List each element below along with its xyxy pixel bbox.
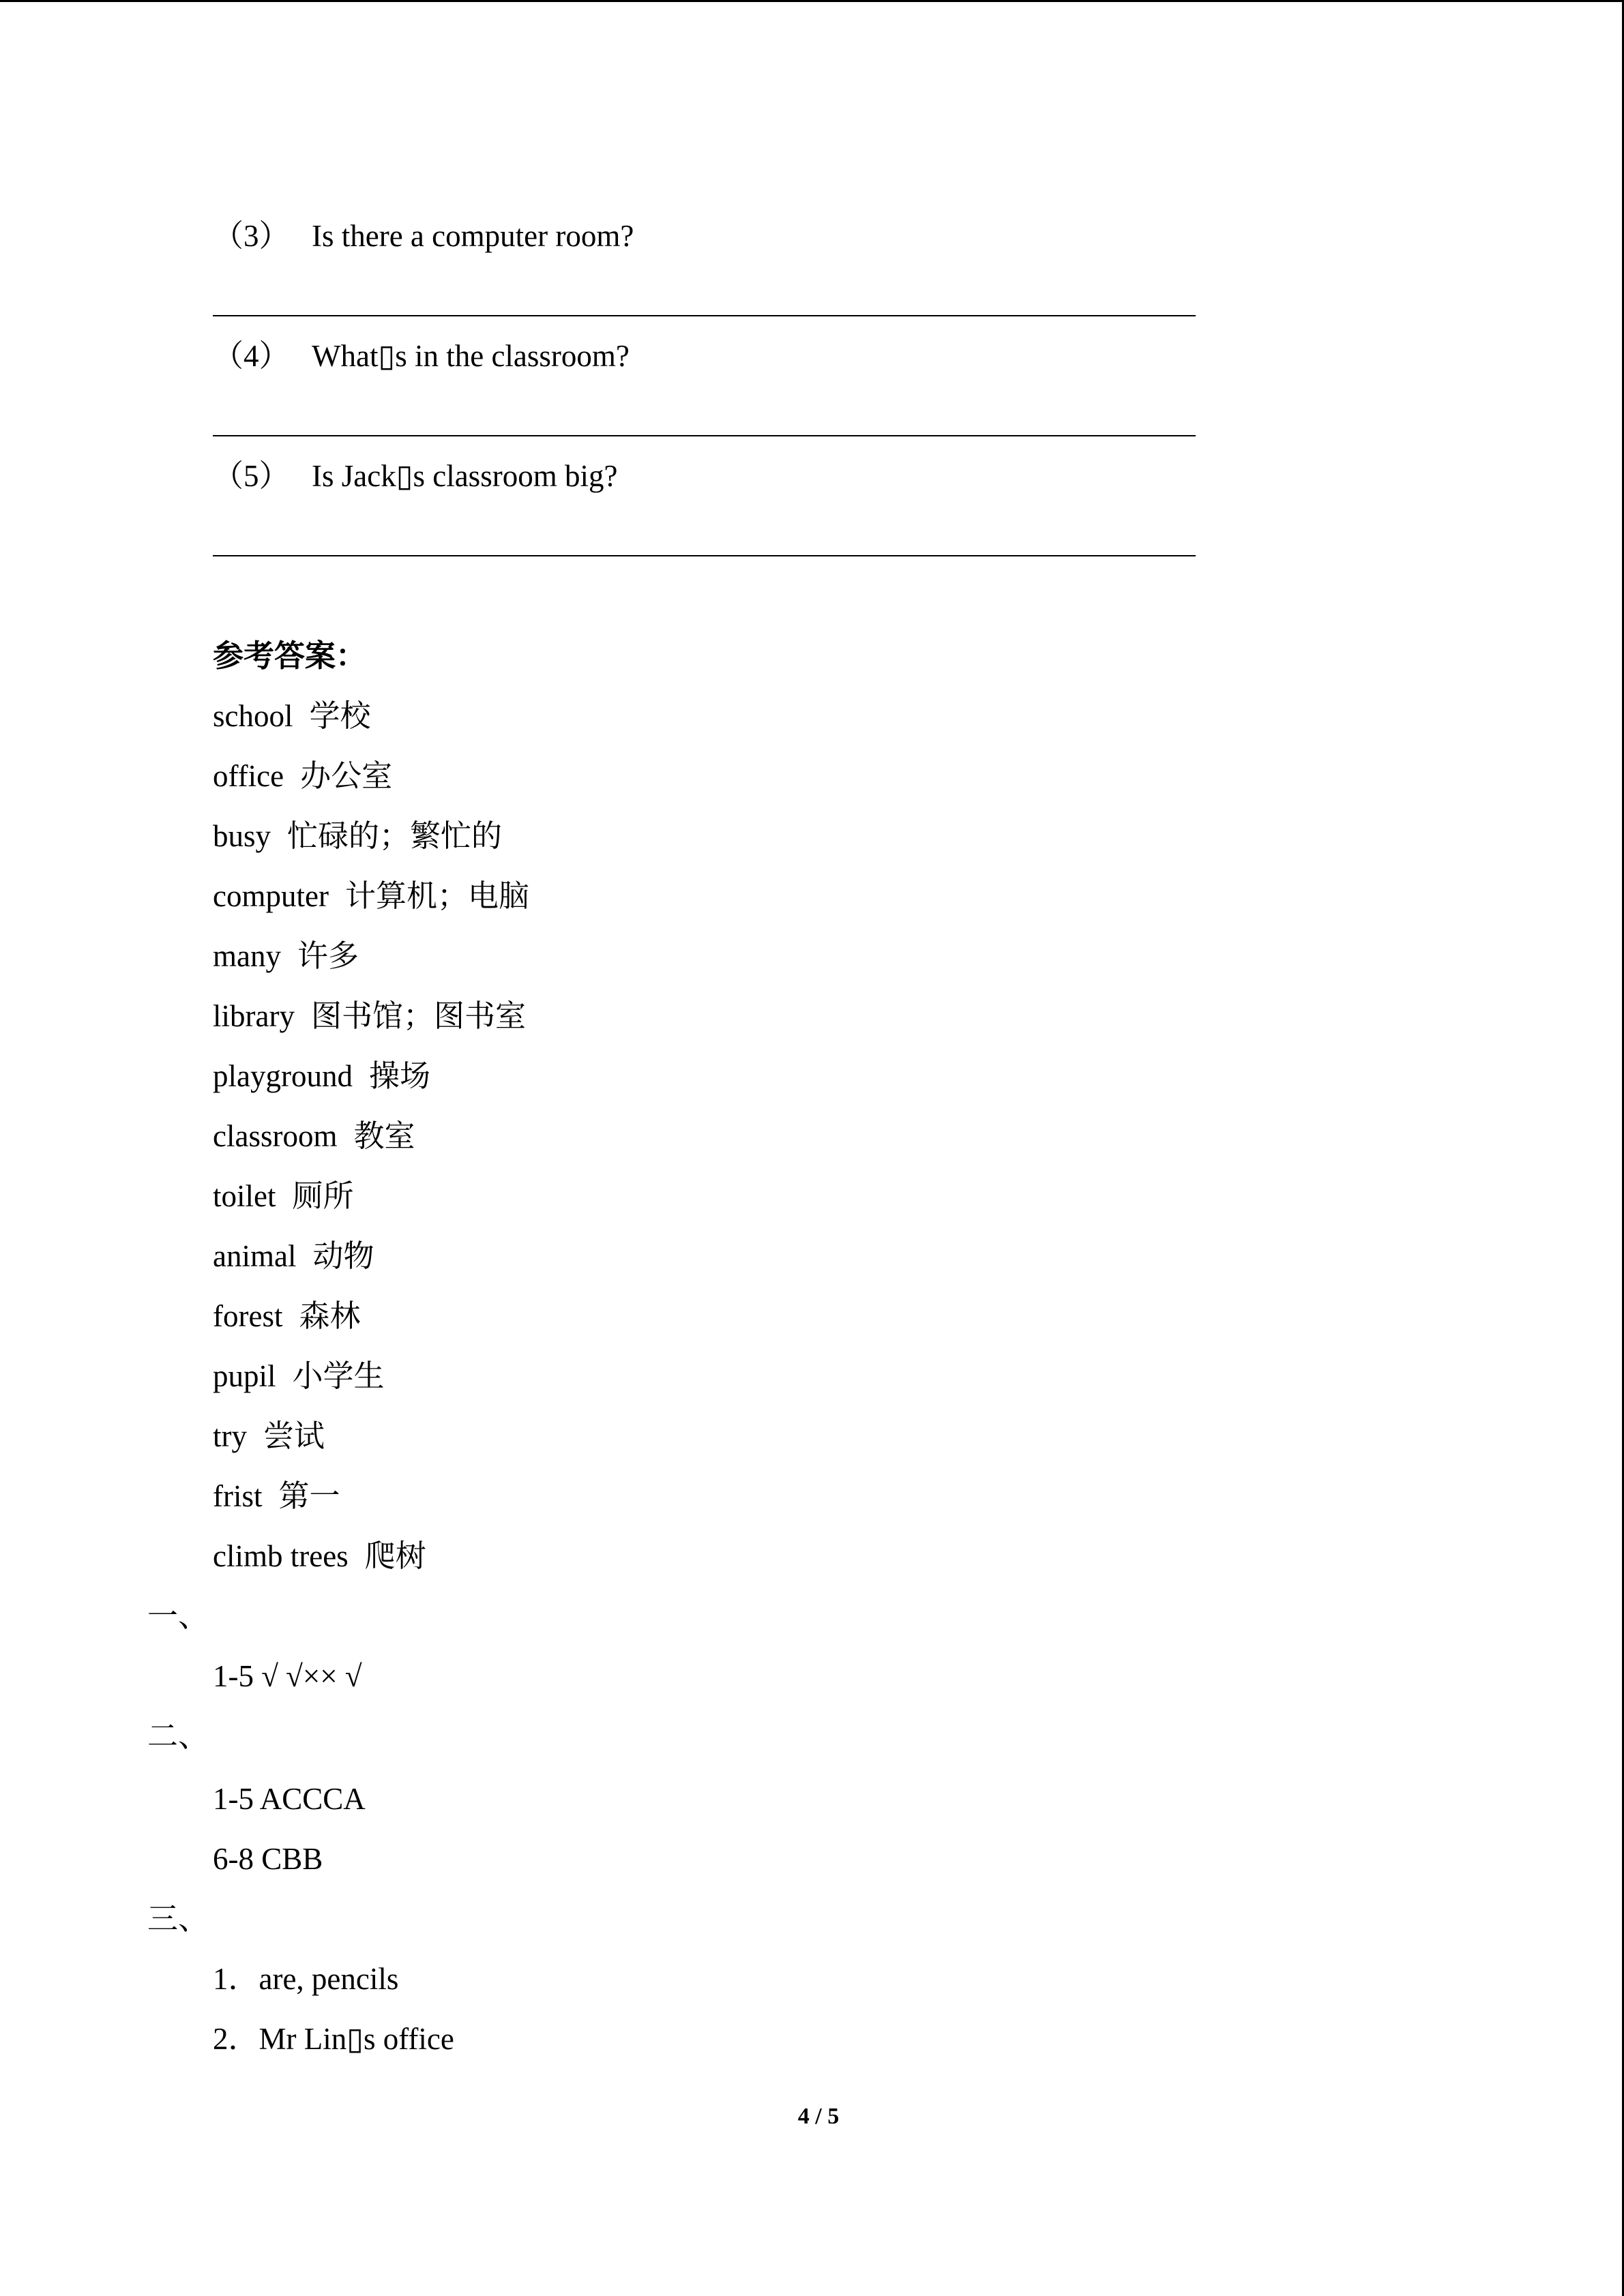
- vocab-chinese: 尝试: [263, 1419, 325, 1453]
- vocab-item: [213, 1056, 430, 1097]
- answer-line: [213, 435, 1196, 436]
- vocab-item: [213, 756, 392, 796]
- vocab-chinese: 厕所: [292, 1179, 354, 1213]
- vocab-chinese: 第一: [278, 1479, 340, 1513]
- question-text: What▯s in the classroom?: [312, 339, 630, 373]
- section-answer: 1-5 √ √×× √: [213, 1659, 362, 1693]
- answer-line: [213, 315, 1196, 316]
- vocab-english: classroom: [213, 1119, 338, 1153]
- vocab-english: toilet: [213, 1179, 276, 1213]
- vocab-english: busy: [213, 819, 271, 853]
- vocab-item: [213, 1536, 426, 1577]
- section-answer: 6-8 CBB: [213, 1842, 323, 1876]
- section-label: 二、: [147, 1719, 209, 1753]
- vocab-chinese: 图书馆；图书室: [310, 999, 526, 1033]
- vocab-item: [213, 1236, 374, 1277]
- vocab-chinese: 计算机；电脑: [344, 879, 529, 913]
- vocab-item: [213, 1296, 360, 1337]
- vocab-item: [213, 1176, 354, 1217]
- vocab-english: pupil: [213, 1359, 276, 1393]
- vocab-english: try: [213, 1419, 247, 1453]
- question-3: [213, 215, 634, 256]
- vocab-chinese: 森林: [299, 1299, 361, 1333]
- vocab-english: animal: [213, 1239, 297, 1273]
- question-4: [213, 336, 630, 376]
- section-answer: 1-5 ACCCA: [213, 1782, 366, 1816]
- section-label: 三、: [147, 1902, 209, 1936]
- top-border: [0, 0, 1624, 2]
- question-5: [213, 456, 617, 496]
- vocab-english: library: [213, 999, 295, 1033]
- answer-line: [213, 555, 1196, 556]
- question-number: （5）: [213, 459, 290, 493]
- vocab-item: [213, 996, 526, 1037]
- section-answer: 2．Mr Lin▯s office: [213, 2022, 454, 2056]
- vocab-english: climb trees: [213, 1539, 349, 1573]
- vocab-item: [213, 1416, 325, 1457]
- vocab-english: office: [213, 759, 284, 793]
- vocab-english: frist: [213, 1479, 263, 1513]
- vocab-english: playground: [213, 1059, 353, 1093]
- section-answer: 1．are, pencils: [213, 1962, 399, 1996]
- vocab-item: [213, 936, 359, 976]
- vocab-chinese: 爬树: [364, 1539, 426, 1573]
- vocab-chinese: 忙碌的；繁忙的: [287, 819, 503, 853]
- vocab-chinese: 动物: [312, 1239, 374, 1273]
- vocab-chinese: 小学生: [292, 1359, 385, 1393]
- vocab-english: school: [213, 699, 293, 733]
- page-number: 4 / 5: [797, 2104, 840, 2129]
- vocab-item: [213, 1116, 415, 1157]
- answers-heading: 参考答案：: [213, 638, 367, 674]
- vocab-chinese: 学校: [309, 699, 371, 733]
- vocab-item: [213, 876, 529, 916]
- vocab-chinese: 操场: [368, 1059, 430, 1093]
- vocab-item: [213, 1356, 385, 1397]
- vocab-item: [213, 816, 502, 856]
- section-label: 一、: [147, 1599, 209, 1633]
- vocab-item: [213, 1476, 340, 1517]
- vocab-item: [213, 696, 371, 736]
- vocab-chinese: 许多: [297, 939, 359, 973]
- vocab-chinese: 教室: [353, 1119, 415, 1153]
- question-number: （4）: [213, 339, 290, 373]
- vocab-english: forest: [213, 1299, 283, 1333]
- question-number: （3）: [213, 219, 290, 253]
- question-text: Is Jack▯s classroom big?: [312, 459, 618, 493]
- vocab-english: many: [213, 939, 281, 973]
- vocab-english: computer: [213, 879, 329, 913]
- question-text: Is there a computer room?: [312, 219, 634, 253]
- vocab-chinese: 办公室: [300, 759, 393, 793]
